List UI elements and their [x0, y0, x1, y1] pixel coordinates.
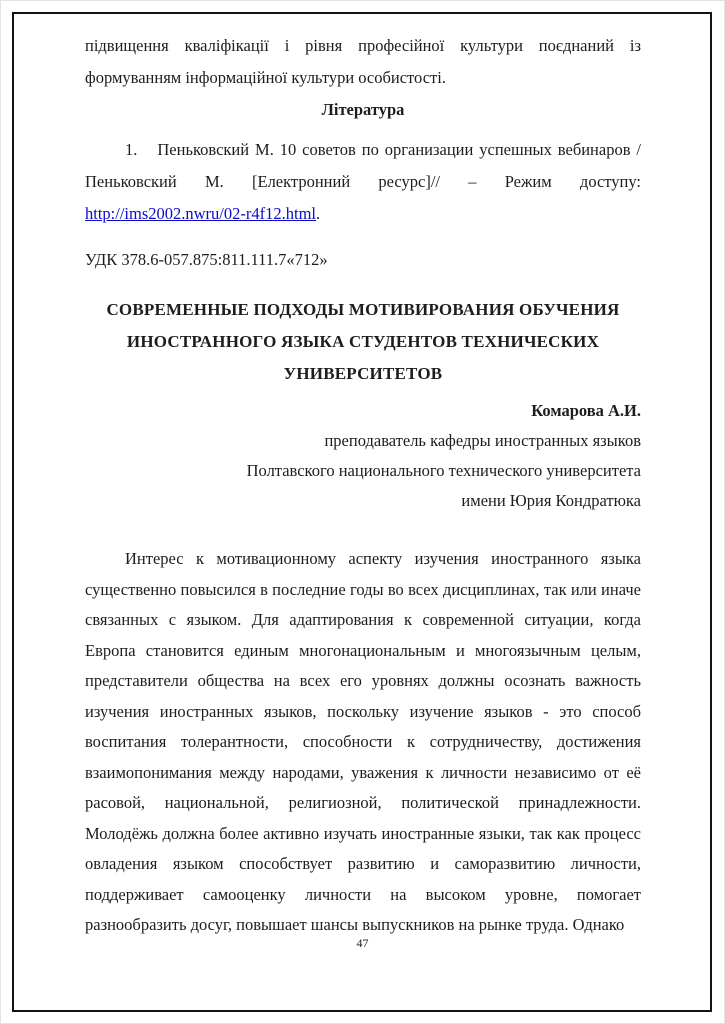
article-title: [85, 294, 641, 390]
author-block: [85, 396, 641, 516]
article-title-line: СОВРЕМЕННЫЕ ПОДХОДЫ МОТИВИРОВАНИЯ ОБУЧЕНИЯ: [106, 300, 620, 319]
author-affiliation-line: Полтавского национального технического университета: [246, 461, 641, 480]
reference-link[interactable]: http://ims2002.nwru/02-r4f12.html: [85, 204, 316, 223]
article-title-line: ИНОСТРАННОГО ЯЗЫКА СТУДЕНТОВ ТЕХНИЧЕСКИХ: [126, 332, 600, 351]
reference-item: [85, 134, 641, 230]
article-title-line: УНИВЕРСИТЕТОВ: [283, 364, 443, 383]
page-number: 47: [356, 936, 369, 950]
literature-heading: Література: [321, 100, 405, 119]
reference-period: .: [316, 204, 321, 223]
reference-text: Пеньковский М. 10 советов по организации успешных вебинаров / Пеньковский М. [Електронний ресурс]// – Режим доступу:: [85, 140, 641, 191]
udk-code: УДК 378.6-057.875:811.111.7«712»: [85, 250, 328, 269]
reference-number: 1.: [125, 140, 138, 159]
intro-paragraph: підвищення кваліфікації і рівня професійної культури поєднаний із формуванням інформаційної культури особистості.: [85, 36, 641, 87]
author-affiliation-line: преподаватель кафедры иностранных языков: [324, 431, 641, 450]
author-affiliation-line: имени Юрия Кондратюка: [461, 491, 641, 510]
article-body-paragraph: Интерес к мотивационному аспекту изучения иностранного языка существенно повысился в последние годы во всех дисциплинах, так или иначе связанных с языком. Для адаптирования к современной ситуации, когда Европа становится единым многонациональным и многоязычным целым, представители общества на всех его уровнях должны осознать важность изучения иностранных языков, поскольку изучение языков - это способ воспитания толерантности, способности к сотрудничеству, достижения взаимопонимания между народами, уважения к личности независимо от её расовой, национальной, религиозной, политической принадлежности. Молодёжь должна более активно изучать иностранные языки, так как процесс овладения языком способствует развитию и саморазвитию личности, поддерживает самооценку личности на высоком уровне, помогает разнообразить досуг, повышает шансы выпускников на рынке труда. Однако: [85, 549, 641, 934]
author-name: Комарова А.И.: [531, 401, 641, 420]
page-content: [85, 30, 641, 941]
